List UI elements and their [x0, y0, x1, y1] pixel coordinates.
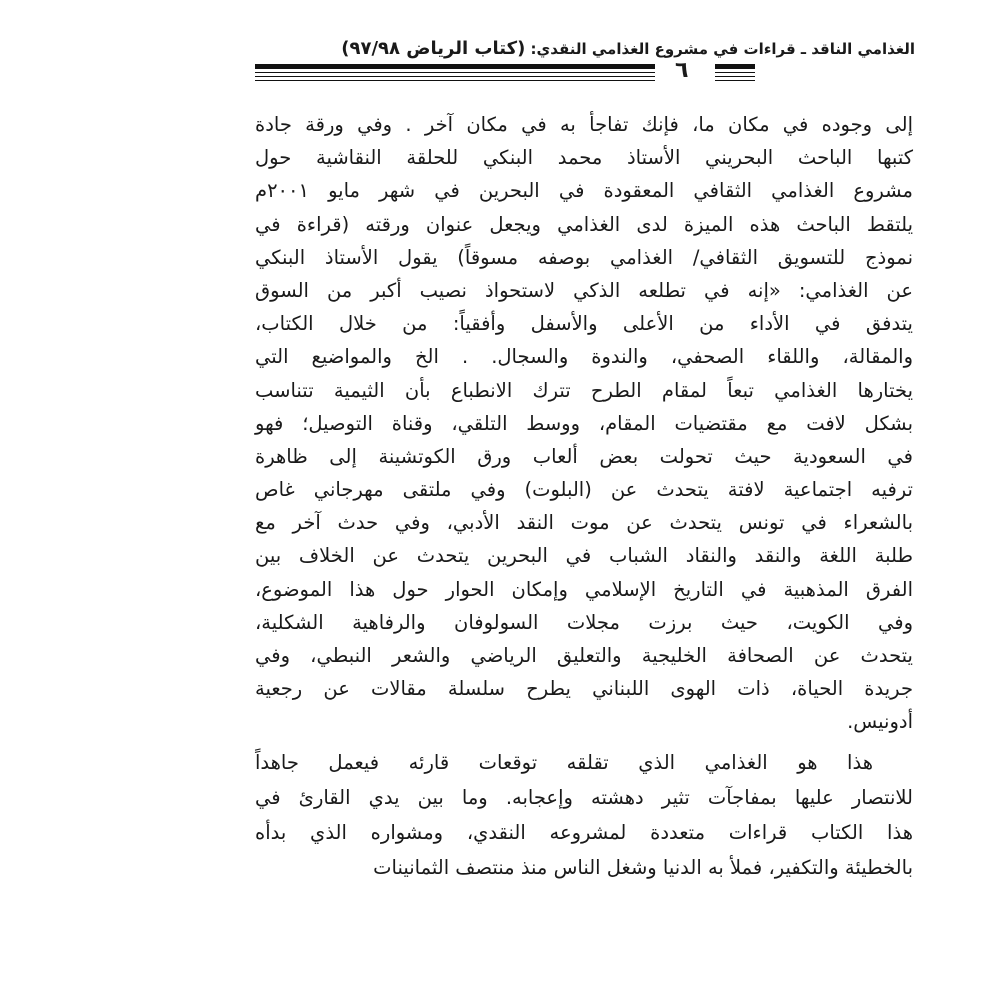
text-line: هذا الكتاب قراءات متعددة لمشروعه النقدي، ومشواره الذي بدأه	[255, 820, 913, 844]
text-line: طلبة اللغة والنقد والنقاد الشباب في البحرين يتحدث عن الخلاف بين	[255, 544, 913, 568]
text-line: إلى وجوده في مكان ما، فإنك تفاجأ به في مكان آخر . وفي ورقة جادة	[255, 113, 913, 136]
text-line: في السعودية حيث تحولت بعض ألعاب ورق الكوتشينة إلى ظاهرة	[255, 444, 913, 468]
text-line: يتحدث عن الصحافة الخليجية والتعليق الرياضي والشعر النبطي، وفي	[255, 644, 913, 667]
text-line: للانتصار عليها بمفاجآت تثير دهشته وإعجابه. وما بين يدي القارئ في	[255, 785, 913, 809]
page-number: ٦	[675, 58, 689, 83]
header-rule	[715, 76, 755, 77]
header-rule	[255, 72, 655, 73]
text-line: أدونيس.	[847, 710, 913, 734]
text-line: جريدة الحياة، ذات الهوى اللبناني يطرح سلسلة مقالات عن رجعية	[255, 677, 913, 701]
text-line: يتدفق في الأداء من الأعلى والأسفل وأفقياً: من خلال الكتاب،	[255, 312, 913, 336]
header-rule	[255, 80, 655, 81]
text-line: والمقالة، واللقاء الصحفي، والندوة والسجال. . الخ والمواضيع التي	[255, 345, 913, 369]
text-line: الفرق المذهبية في التاريخ الإسلامي وإمكان الحوار حول هذا الموضوع،	[255, 577, 913, 601]
text-line: بالشعراء في تونس يتحدث عن موت النقد الأدبي، وفي حدث آخر مع	[255, 511, 913, 535]
header-rule	[715, 80, 755, 81]
text-line: كتبها الباحث البحريني الأستاذ محمد البنكي للحلقة النقاشية حول	[255, 146, 913, 170]
text-line: هذا هو الغذامي الذي تقلقه توقعات قارئه فيعمل جاهداً	[255, 750, 873, 774]
running-header	[255, 38, 915, 88]
paragraph	[255, 745, 913, 885]
text-line: يختارها الغذامي تبعاً لمقام الطرح تترك الانطباع بأن الثيمية تتناسب	[255, 378, 913, 402]
header-rule	[715, 72, 755, 73]
text-line: يلتقط الباحث هذه الميزة لدى الغذامي ويجعل عنوان ورقته (قراءة في	[255, 212, 913, 236]
header-rule	[255, 76, 655, 77]
series-label: (كتاب الرياض ٩٧/٩٨)	[341, 38, 526, 59]
page-body	[255, 108, 913, 885]
running-title	[341, 38, 915, 59]
text-line: بشكل لافت مع مقتضيات المقام، ووسط التلقي، وقناة التوصيل؛ فهو	[255, 411, 913, 435]
paragraph	[255, 108, 913, 739]
text-line: مشروع الغذامي الثقافي المعقودة في البحرين في شهر مايو ٢٠٠١م	[255, 179, 913, 203]
header-rule	[255, 64, 655, 69]
text-line: عن الغذامي: «إنه في تطلعه الذكي لاستحواذ نصيب أكبر من السوق	[255, 278, 913, 302]
header-rule	[715, 64, 755, 69]
text-line: نموذج للتسويق الثقافي/ الغذامي بوصفه مسوقاً) يقول الأستاذ البنكي	[255, 245, 913, 269]
text-line: وفي الكويت، حيث برزت مجلات السولوفان والرفاهية الشكلية،	[255, 610, 913, 634]
book-title: الغذامي الناقد ـ قراءات في مشروع الغذامي النقدي:	[530, 40, 915, 58]
text-line: بالخطيئة والتكفير، فملأ به الدنيا وشغل الناس منذ منتصف الثمانينات	[373, 855, 913, 879]
text-line: ترفيه اجتماعية لافتة يتحدث عن (البلوت) وفي ملتقى مهرجاني غاص	[255, 478, 913, 502]
